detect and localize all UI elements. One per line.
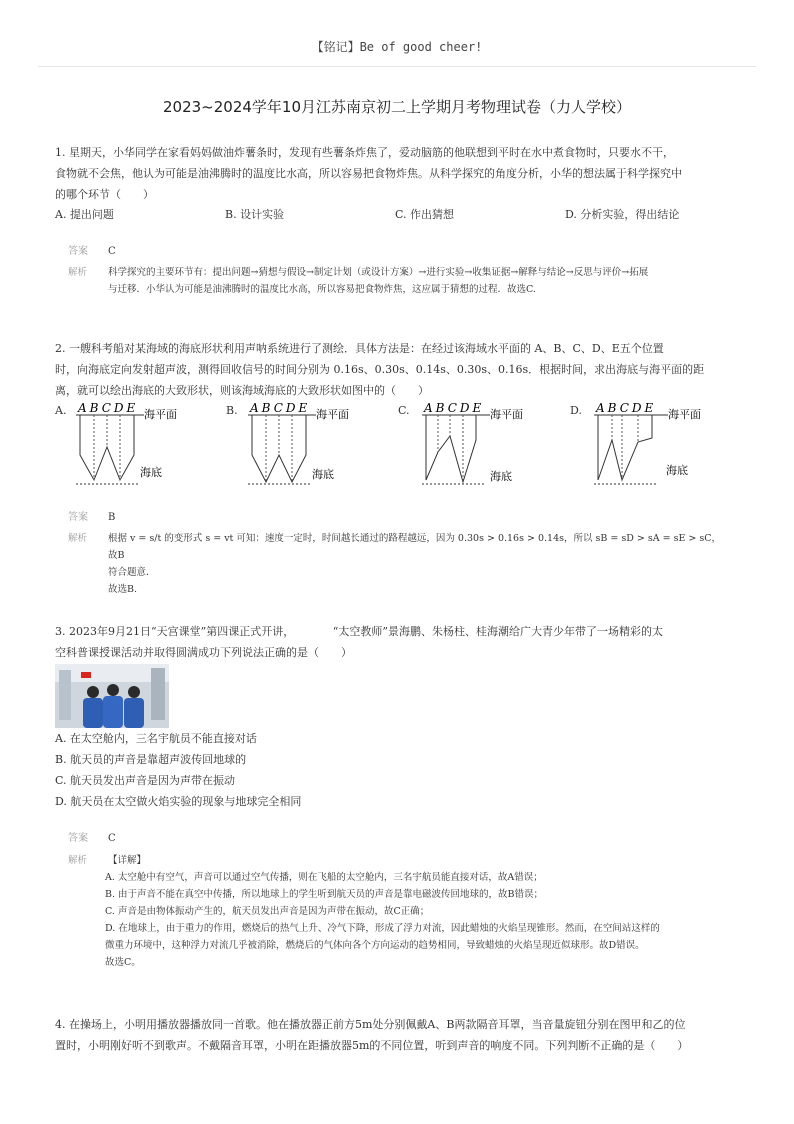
option-b[interactable]: B. <box>226 404 238 417</box>
option-c[interactable]: C. 航天员发出声音是因为声带在振动 <box>55 774 236 787</box>
question-2-line: 离，就可以绘出海底的大致形状，则该海域海底的大致形状如图中的（ ） <box>55 384 429 397</box>
question-3-explanation <box>68 852 728 971</box>
question-3-options <box>55 728 739 812</box>
explanation-line: 与迁移．小华认为可能是油沸腾时的温度比水高，所以容易把食物炸焦，这应属于猜想的过程．故选C. <box>108 284 536 295</box>
header-motto: 【铭记】Be of good cheer! <box>311 40 483 54</box>
question-1-line: 1. 星期天，小华同学在家看妈妈做油炸薯条时，发现有些薯条炸焦了，爱动脑筋的他联想到平时在水中煮食物时，只要水不干， <box>55 146 674 159</box>
question-3-line: 空科普课授课活动并取得圆满成功下列说法正确的是（ ） <box>55 646 352 659</box>
option-a[interactable]: A. 提出问题 <box>55 208 114 221</box>
question-1-explanation <box>68 264 728 298</box>
question-2-line: 2. 一艘科考船对某海域的海底形状利用声呐系统进行了测绘．具体方法是：在经过该海域水平面的 A、B、C、D、E五个位置 <box>55 342 664 355</box>
sea-level-label: 海平面 <box>490 408 523 421</box>
option-d[interactable]: D. <box>570 404 582 417</box>
option-c[interactable]: C. 作出猜想 <box>395 208 455 221</box>
explanation-line: D. 在地球上，由于重力的作用，燃烧后的热气上升、冷气下降，形成了浮力对流，因此蜡烛的火焰呈现锥形。然而，在空间站这样的 <box>105 923 660 934</box>
option-a[interactable]: A. 在太空舱内，三名宇航员不能直接对话 <box>55 732 257 745</box>
explanation-line: C. 声音是由物体振动产生的，航天员发出声音是因为声带在振动，故C正确； <box>105 906 430 917</box>
question-1-line: 的哪个环节（ ） <box>55 188 154 201</box>
option-c[interactable]: C. <box>398 404 410 417</box>
explanation-line: 故选C。 <box>105 957 141 968</box>
question-1-answer-row <box>68 242 116 257</box>
position-letters: ABCDE <box>424 401 485 415</box>
question-3-answer-row <box>68 829 116 844</box>
question-4-line: 4. 在操场上，小明用播放器播放同一首歌。他在播放器正前方5m处分别佩戴A、B两款隔音耳罩，当音量旋钮分别在图甲和乙的位 <box>55 1018 686 1031</box>
header-divider <box>38 66 756 67</box>
explanation-line: 根据 v = s/t 的变形式 s = vt 可知：速度一定时，时间越长通过的路程越远，因为 0.30s > 0.16s > 0.14s，所以 sB = sD > sA = sE > sC，故B <box>108 533 722 561</box>
sea-level-label: 海平面 <box>144 408 177 421</box>
option-a[interactable]: A. <box>55 404 67 417</box>
seabed-diagram-b <box>244 400 374 488</box>
explanation-line: 故选B. <box>108 584 138 595</box>
question-3-line: 3. 2023年9月21日“天宫课堂”第四课正式开讲， “太空教师”景海鹏、朱杨柱、桂海潮给广大青少年带了一场精彩的太 <box>55 625 663 638</box>
astronaut-figures <box>83 684 144 728</box>
seabed-label: 海底 <box>312 468 334 481</box>
question-2-explanation <box>68 530 728 598</box>
question-1-options <box>55 206 739 222</box>
explanation-line: 微重力环境中，这种浮力对流几乎被消除，燃烧后的气体向各个方向运动的趋势相同，导致蜡烛的火焰呈现近似球形。故D错误。 <box>105 940 645 951</box>
explanation-label: 解析 <box>68 533 88 544</box>
question-2-stem <box>55 338 739 401</box>
position-letters: ABCDE <box>596 401 657 415</box>
answer-label: 答案 <box>68 246 88 257</box>
question-4-stem <box>55 1014 739 1056</box>
explanation-heading: 【详解】 <box>108 855 147 866</box>
position-letters: ABCDE <box>78 401 139 415</box>
seabed-diagram-c <box>418 400 548 488</box>
question-1-line: 食物就不会焦，他认为可能是油沸腾时的温度比水高，所以容易把食物炸焦。从科学探究的角度分析，小华的想法属于科学探究中 <box>55 167 682 180</box>
seabed-diagram-d <box>590 400 740 488</box>
option-d[interactable]: D. 分析实验，得出结论 <box>565 208 680 221</box>
page-title: 2023~2024学年10月江苏南京初二上学期月考物理试卷（力人学校） <box>162 98 631 116</box>
explanation-line: B. 由于声音不能在真空中传播，所以地球上的学生听到航天员的声音是靠电磁波传回地球的，故B错误； <box>105 889 544 900</box>
seabed-label: 海底 <box>490 470 512 483</box>
explanation-line: A. 太空舱中有空气，声音可以通过空气传播，则在飞船的太空舱内，三名宇航员能直接对话，故A错误； <box>105 872 543 883</box>
question-2-answer-row <box>68 508 115 523</box>
answer-label: 答案 <box>68 833 88 844</box>
option-d[interactable]: D. 航天员在太空做火焰实验的现象与地球完全相同 <box>55 795 302 808</box>
seabed-label: 海底 <box>140 466 162 479</box>
answer-label: 答案 <box>68 512 88 523</box>
question-1-stem <box>55 142 739 205</box>
sea-level-label: 海平面 <box>316 408 349 421</box>
question-1-answer: C <box>108 246 116 257</box>
sea-level-label: 海平面 <box>668 408 701 421</box>
seabed-diagram-a <box>72 400 202 488</box>
question-3-answer: C <box>108 833 116 844</box>
astronauts-photo <box>55 664 169 728</box>
explanation-label: 解析 <box>68 267 88 278</box>
option-b[interactable]: B. 设计实验 <box>225 208 285 221</box>
explanation-label: 解析 <box>68 855 88 866</box>
explanation-line: 科学探究的主要环节有：提出问题→猜想与假设→制定计划（或设计方案）→进行实验→收集证据→解释与结论→反思与评价→拓展 <box>108 267 649 278</box>
question-4-line: 置时，小明刚好听不到歌声。不戴隔音耳罩，小明在距播放器5m的不同位置，听到声音的响度不同。下列判断不正确的是（ ） <box>55 1039 689 1052</box>
option-b[interactable]: B. 航天员的声音是靠超声波传回地球的 <box>55 753 247 766</box>
question-3-stem <box>55 621 739 663</box>
seabed-label: 海底 <box>666 464 688 477</box>
question-2-line: 时，向海底定向发射超声波，测得回收信号的时间分别为 0.16s、0.30s、0.14s、0.30s、0.16s．根据时间，求出海底与海平面的距 <box>55 363 705 376</box>
position-letters: ABCDE <box>250 401 311 415</box>
explanation-line: 符合题意． <box>108 567 156 578</box>
question-2-answer: B <box>108 512 116 523</box>
